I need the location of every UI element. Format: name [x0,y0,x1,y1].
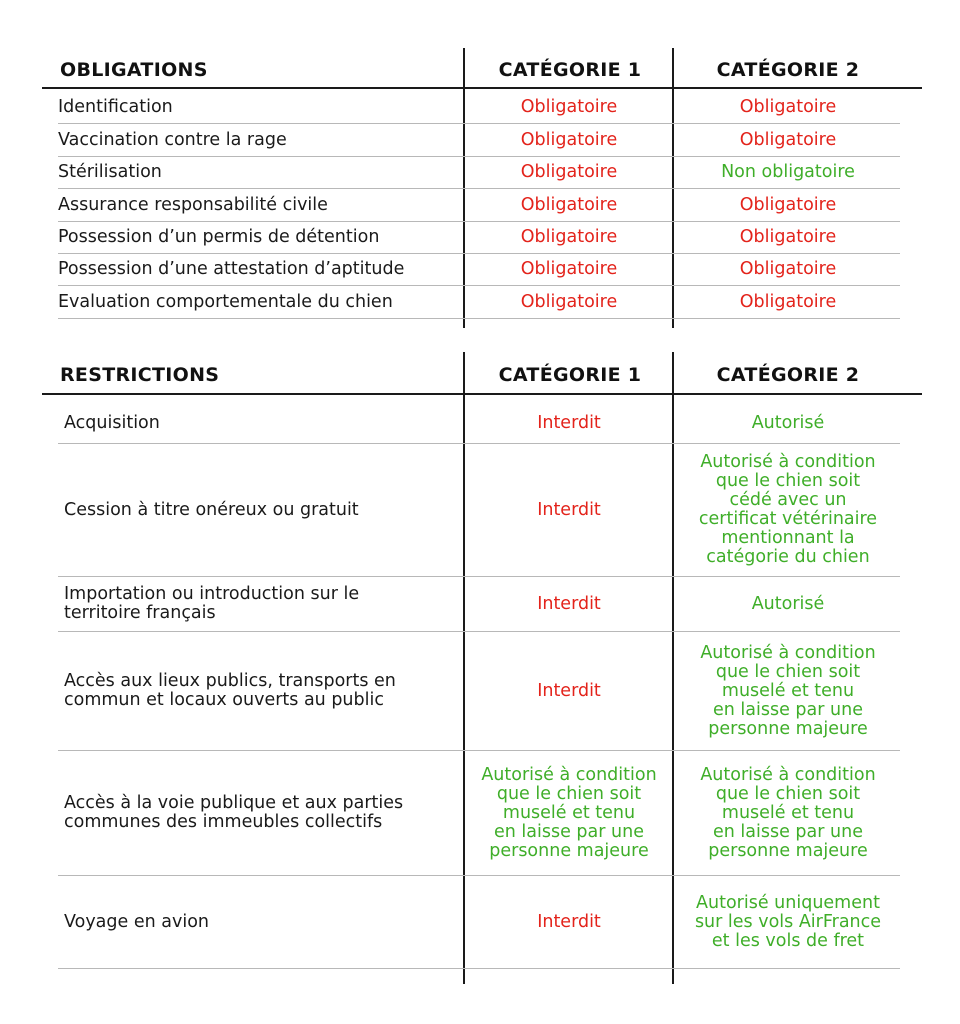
restrictions-header-cat1: CATÉGORIE 1 [498,364,642,386]
cell-line: et les vols de fret [711,930,865,951]
obligation-row [0,156,960,188]
cell-line: Interdit [537,680,601,701]
obligation-label: Identification [58,96,173,117]
cell-line: Interdit [537,911,601,932]
restriction-cat1-value [466,632,672,750]
obligation-cat1-value: Obligatoire [520,291,618,312]
obligation-label: Stérilisation [58,161,162,182]
cell-line: muselé et tenu [721,680,855,701]
obligation-cat2-value: Obligatoire [739,194,837,215]
cell-line: Cession à titre onéreux ou gratuit [64,499,359,520]
restriction-cat1-value [466,404,672,443]
obligation-row [0,124,960,156]
obligation-label: Possession d’un permis de détention [58,226,380,247]
cell-line: Autorisé à condition [700,642,876,663]
obligation-label: Evaluation comportementale du chien [58,291,393,312]
restriction-row [0,404,960,443]
restriction-cat2-value [675,876,901,968]
restriction-cat1-value [466,751,672,875]
cell-line: Accès à la voie publique et aux parties [64,793,404,813]
obligation-label: Vaccination contre la rage [58,129,287,150]
restriction-row [0,444,960,576]
restrictions-header-cat2: CATÉGORIE 2 [716,364,860,386]
restriction-row [0,876,960,968]
cell-line: que le chien soit [496,783,642,804]
cell-line: Autorisé [751,593,825,614]
restriction-cat1-value [466,577,672,631]
cell-line: Autorisé uniquement [696,892,880,913]
obligations-header-cat1: CATÉGORIE 1 [498,59,642,81]
cell-line: muselé et tenu [502,802,636,823]
obligation-cat1-value: Obligatoire [520,129,618,150]
restriction-label [64,444,459,576]
restriction-row [0,632,960,750]
cell-line: Interdit [537,593,601,614]
obligation-cat2-value: Obligatoire [739,96,837,117]
cell-line: en laisse par une [494,821,644,842]
cell-line: Acquisition [64,413,160,433]
cell-line: Importation ou introduction sur le [64,584,360,604]
obligation-cat2-value: Non obligatoire [721,161,855,182]
cell-line: Autorisé [751,413,825,433]
obligation-row [0,221,960,253]
restriction-cat2-value [675,632,901,750]
cell-line: sur les vols AirFrance [694,911,882,932]
cell-line: catégorie du chien [706,547,870,567]
restriction-label [64,404,459,443]
restriction-label [64,876,459,968]
cell-line: que le chien soit [715,783,861,804]
cell-line: Autorisé à condition [481,764,657,785]
cell-line: Voyage en avion [64,911,209,932]
obligation-row [0,253,960,285]
cell-line: en laisse par une [713,821,863,842]
restriction-cat1-value [466,444,672,576]
restrictions-header-rule [42,393,922,395]
restriction-row [0,751,960,875]
obligation-cat2-value: Obligatoire [739,226,837,247]
obligation-label: Possession d’une attestation d’aptitude [58,258,405,279]
restriction-cat2-value [675,444,901,576]
cell-line: commun et locaux ouverts au public [64,690,384,710]
obligation-cat1-value: Obligatoire [520,161,618,182]
restriction-label [64,577,459,631]
obligations-header-rule [42,87,922,89]
cell-line: certificat vétérinaire [698,509,878,529]
cell-line: Autorisé à condition [700,764,876,785]
obligation-label: Assurance responsabilité civile [58,194,328,215]
cell-line: muselé et tenu [721,802,855,823]
cell-line: Interdit [537,499,601,520]
obligation-row [0,286,960,318]
restriction-row [0,577,960,631]
cell-line: personne majeure [708,718,868,739]
row-separator [58,968,900,969]
cell-line: en laisse par une [713,699,863,720]
obligation-cat1-value: Obligatoire [520,96,618,117]
restriction-label [64,632,459,750]
cell-line: territoire français [64,603,216,623]
cell-line: personne majeure [708,840,868,861]
restriction-cat1-value [466,876,672,968]
obligation-cat2-value: Obligatoire [739,129,837,150]
obligation-cat2-value: Obligatoire [739,291,837,312]
cell-line: Accès aux lieux publics, transports en [64,671,396,691]
obligation-cat1-value: Obligatoire [520,258,618,279]
restriction-label [64,751,459,875]
obligation-row [0,91,960,123]
cell-line: que le chien soit [715,661,861,682]
restriction-cat2-value [675,577,901,631]
obligation-row [0,189,960,221]
obligations-header-cat2: CATÉGORIE 2 [716,59,860,81]
cell-line: personne majeure [489,840,649,861]
obligation-cat1-value: Obligatoire [520,194,618,215]
cell-line: mentionnant la [721,528,855,548]
obligations-header-title: OBLIGATIONS [60,59,208,81]
cell-line: Autorisé à condition [700,452,876,472]
cell-line: Interdit [537,413,601,433]
row-separator [58,318,900,319]
obligation-cat1-value: Obligatoire [520,226,618,247]
cell-line: cédé avec un [729,490,847,510]
cell-line: communes des immeubles collectifs [64,812,383,832]
restriction-cat2-value [675,751,901,875]
obligation-cat2-value: Obligatoire [739,258,837,279]
restrictions-header-title: RESTRICTIONS [60,364,220,386]
restriction-cat2-value [675,404,901,443]
cell-line: que le chien soit [715,471,861,491]
